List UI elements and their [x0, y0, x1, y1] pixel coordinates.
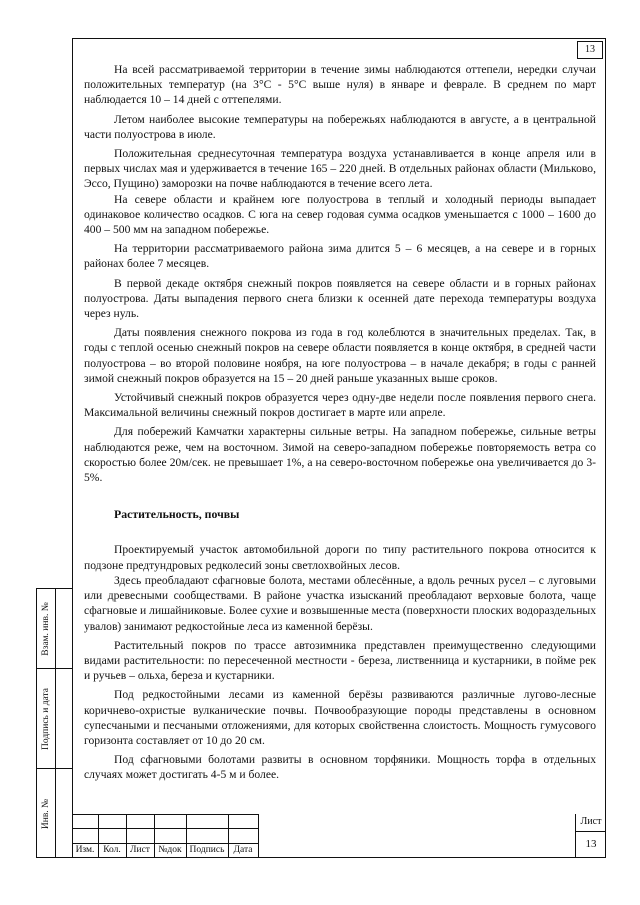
side-cell-podpis: [37, 669, 55, 769]
title-block-line: [72, 814, 258, 815]
side-value-cell: [56, 589, 72, 669]
col-izm: Изм.: [75, 845, 95, 855]
paragraph: Положительная среднесуточная температура воздуха устанавливается в конце апреля или в первых числах мая и удерживается в течение 165 – 220 дней. В отдельных районах области (Мильково, Эссо, Пущино) заморозки на почве наблюдаются в течение всего лета.: [84, 147, 596, 191]
title-block-line: [72, 828, 258, 829]
paragraph: Даты появления снежного покрова из года в год колеблются в значительных пределах. Так, в годы с теплой осенью снежный покров на севере области появляется в конце октября, в средней части полуострова – во второй половине ноября, на юге полуострова – в начале декабря; в годы с ранней зимой снежный покров образуется на 15 – 20 дней раньше указанных выше сроков.: [84, 326, 596, 385]
side-value-cell: [56, 669, 72, 769]
title-block-line: [72, 843, 258, 844]
paragraph: Устойчивый снежный покров образуется через одну-две недели после появления первого снега. Максимальной величины снежный покров достигает в марте или апреле.: [84, 391, 596, 420]
side-value-cell: [56, 769, 72, 857]
paragraph: Летом наиболее высокие температуры на побережьях наблюдаются в августе, а в центральной части полуострова в июле.: [84, 112, 596, 141]
side-label-inv: Инв. №: [41, 798, 51, 830]
paragraph: Проектируемый участок автомобильной дороги по типу растительного покрова относится к подзоне предтундровых редколесий зоны светлохвойных лесов.: [84, 543, 596, 572]
paragraph: На территории рассматриваемого района зима длится 5 – 6 месяцев, а на севере и в горных районах более 7 месяцев.: [84, 242, 596, 271]
col-list: Лист: [130, 845, 150, 855]
paragraph: Под сфагновыми болотами развиты в основном торфяники. Мощность торфа в отдельных случаях может достигать 4-5 м и более.: [84, 753, 596, 782]
col-ndok: №док: [158, 845, 182, 855]
corner-page-box: 13: [577, 41, 603, 59]
side-label-vzam: Взам. инв. №: [41, 601, 51, 656]
paragraph: На севере области и крайнем юге полуострова в теплый и холодный периоды выпадает одинаковое количество осадков. С юга на север годовая сумма осадков уменьшается с 1000 – 1600 до 400 – 500 мм на западном побережье.: [84, 192, 596, 237]
section-title: Растительность, почвы: [114, 507, 240, 522]
side-stamp: [36, 588, 56, 858]
paragraph: Здесь преобладают сфагновые болота, местами облесённые, а вдоль речных русел – с луговыми или древесными сообществами. В районе участка изысканий преобладают верховые болота, чаще сфагновые и лишайниковые. Более сухие и возвышенные места (поверхности плоских водораздельных увалов) занимают редкостойные леса из каменной берёзы.: [84, 573, 596, 633]
paragraph: В первой декаде октября снежный покров появляется на севере области и в горных районах полуострова. Даты выпадения первого снега близки к осенней дате перехода температуры воздуха через нуль.: [84, 276, 596, 321]
col-podpis: Подпись: [189, 845, 225, 855]
sheet-number: 13: [585, 838, 597, 850]
col-data: Дата: [233, 845, 253, 855]
paragraph: Для побережий Камчатки характерны сильные ветры. На западном побережье, сильные ветры наблюдаются реже, чем на восточном. Зимой на северо-западном побережье повторяемость ветра со скоростью более 20м/сек. не превышает 1%, а на северо-восточном побережье она увеличивается до 3-5%.: [84, 425, 596, 485]
side-stamp-values: [56, 588, 72, 858]
paragraph: Под редкостойными лесами из каменной берёзы развиваются различные лугово-лесные коричнево-охристые вулканические почвы. Почвообразующие породы представлены в основном супесчаными и песчаными отложениями, для которых свойственна слоистость. Мощность гумусового горизонта составляет от 10 до 20 см.: [84, 688, 596, 747]
paragraph: На всей рассматриваемой территории в течение зимы наблюдаются оттепели, нередки случаи положительных температур (на 3°С - 5°С выше нуля) в январе и феврале. В среднем по март наблюдается 10 – 14 дней с оттепелями.: [84, 63, 596, 107]
paragraph: Растительный покров по трассе автозимника представлен преимущественно следующими видами растительности: по пересеченной местности - береза, лиственница и кустарники, в пойме рек и ручьев – ольха, береза и кустарники.: [84, 638, 596, 683]
col-kol: Кол.: [103, 845, 121, 855]
side-cell-vzam: [37, 589, 55, 669]
document-body: [84, 62, 596, 783]
title-block-line: [575, 831, 606, 832]
title-block-line: [258, 814, 259, 858]
sheet-label: Лист: [580, 816, 602, 827]
side-label-podpis: Подпись и дата: [41, 687, 51, 750]
side-cell-inv: [37, 769, 55, 859]
